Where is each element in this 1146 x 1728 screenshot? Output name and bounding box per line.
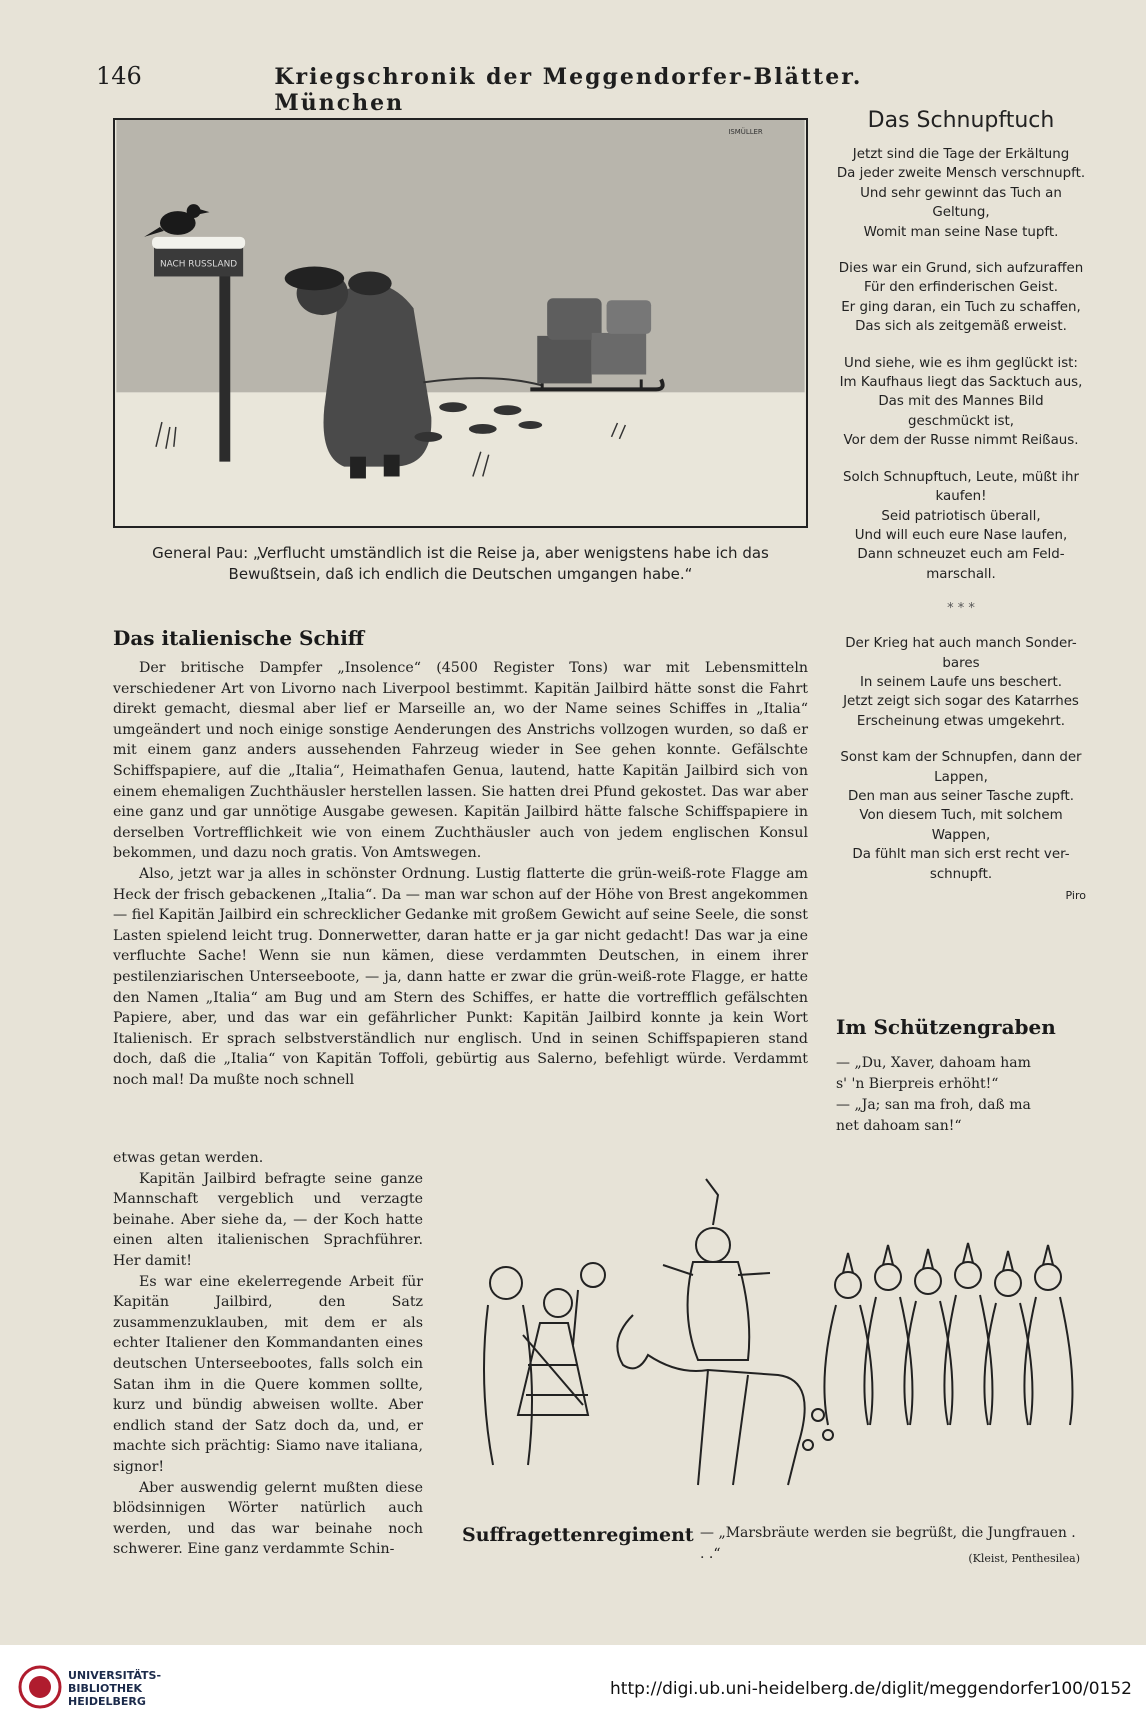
footer-bar	[0, 1645, 1146, 1728]
poem-line: Und sehr gewinnt das Tuch an	[860, 185, 1062, 201]
suffragette-quote	[700, 1523, 1080, 1569]
poem-line: Solch Schnupftuch, Leute, müßt ihr	[842, 469, 1080, 485]
poem-line: Sonst kam der Schnupfen, dann der	[840, 750, 1082, 766]
suffragette-title: Suffragettenregiment	[462, 1524, 694, 1546]
library-name-line: HEIDELBERG	[68, 1695, 146, 1708]
poem-line: Und will euch eure Nase laufen,	[854, 527, 1068, 543]
article-paragraph: etwas getan werden.	[113, 1150, 264, 1166]
poem-line: Erscheinung etwas umgekehrt.	[856, 713, 1066, 729]
poem-stanza	[830, 748, 1092, 884]
poem-line: Jetzt zeigt sich sogar des Katarrhes	[843, 694, 1079, 710]
quote-text: — „Marsbräute werden sie begrüßt, die Jungfrauen . . .“	[700, 1525, 1076, 1562]
poem-line: Für den erfinderischen Geist.	[864, 280, 1058, 296]
poem-line: Lappen,	[934, 769, 988, 785]
article-paragraph: Kapitän Jailbird befragte seine ganze Mannschaft vergeblich und verzagte beinahe. Aber siehe da, — der Koch hatte einen alten italienischen Sprachführer. Her damit!	[113, 1170, 423, 1269]
poem-line: Von diesem Tuch, mit solchem	[859, 808, 1063, 824]
article-paragraph: Der britische Dampfer „Insolence“ (4500 Register Tons) war mit Lebensmitteln verschiedener Art von Livorno nach Liverpool bestimmt. Kapitän Jailbird hätte sonst die Fahrt direkt gemacht, diesmal aber lief er Marseille an, wo der Name seines Schiffes in „Italia“ umgeändert und noch einige sonstige Aenderungen des Anstrichs vollzogen wurden, so daß er mit einem ganz anders aussehenden Fahrzeug wieder in See gehen konnte. Gefälschte Schiffspapiere, auf die „Italia“, Heimathafen Genua, lautend, hatte Kapitän Jailbird sich von einem ehemaligen Zuchthäusler herstellen lassen. Sie hatten drei Pfund gekostet. Das war aber eine ganz und gar unnötige Ausgabe gewesen. Kapitän Jailbird hätte falsche Schiffspapiere in derselben Vortrefflichkeit wie von einem Zuchthäusler auch von jedem englischen Konsul bekommen, und dazu noch gratis. Von Amtswegen.	[113, 660, 808, 862]
source-url-link[interactable]: http://digi.ub.uni-heidelberg.de/diglit/meggendorfer100/0152	[610, 1679, 1132, 1699]
poem-line: bares	[942, 655, 980, 671]
poem-line: Geltung,	[932, 205, 990, 221]
cartoon1-caption: General Pau: „Verflucht umständlich ist die Reise ja, aber wenigstens habe ich das Bewußtsein, daß ich endlich die Deutschen umgangen habe.“	[152, 544, 769, 583]
trench-joke	[836, 1015, 1084, 1137]
trench-line: — „Du, Xaver, dahoam ham	[836, 1055, 1031, 1071]
poem-line: Da fühlt man sich erst recht ver-	[852, 847, 1070, 863]
poem-line: Wappen,	[931, 827, 991, 843]
suffragette-illustration	[448, 1165, 1096, 1505]
poem-line: In seinem Laufe uns beschert.	[859, 674, 1063, 690]
trench-heading: Im Schützengraben	[836, 1015, 1056, 1039]
poem-das-schnupftuch	[830, 108, 1092, 902]
poem-stanza	[830, 259, 1092, 337]
poem-line: Der Krieg hat auch manch Sonder-	[845, 636, 1077, 652]
poem-stanza	[830, 354, 1092, 451]
poem-line: Womit man seine Nase tupft.	[863, 224, 1059, 240]
article-paragraph: Es war eine ekelerregende Arbeit für Kapitän Jailbird, den Satz zusammenzuklauben, mit dem er als echter Italiener den Kommandanten eines deutschen Unterseebootes, falls solch ein Satan ihm in die Quere kommen sollte, kurz und bündig abweisen wollte. Aber endlich stand der Satz doch da, und, er machte sich prächtig: Siamo nave italiana, signor!	[113, 1273, 423, 1475]
poem-line: Vor dem der Russe nimmt Reißaus.	[843, 433, 1079, 449]
poem-line: schnupft.	[929, 866, 993, 882]
poem-line: Da jeder zweite Mensch verschnupft.	[836, 166, 1086, 182]
library-name-line: BIBLIOTHEK	[68, 1682, 143, 1695]
quote-source: (Kleist, Penthesilea)	[968, 1552, 1080, 1565]
poem-line: Dann schneuzet euch am Feld-	[857, 547, 1065, 563]
poem-line: Er ging daran, ein Tuch zu schaffen,	[841, 299, 1081, 315]
trench-line: net dahoam san!“	[836, 1118, 962, 1134]
article-body-top	[113, 658, 808, 1090]
artist-signature: ISMÜLLER	[728, 127, 763, 136]
poem-line: marschall.	[926, 566, 996, 582]
poem-line: Seid patriotisch überall,	[881, 508, 1041, 524]
section-divider: * * *	[947, 601, 975, 617]
poem-author: Piro	[1065, 889, 1086, 902]
suffragette-cartoon	[448, 1165, 1096, 1505]
article-paragraph: Aber auswendig gelernt mußten diese blödsinnigen Wörter natürlich auch werden, und das war beinahe noch schwerer. Eine ganz verdammte Schin-	[113, 1479, 423, 1558]
poem-line: Das sich als zeitgemäß erweist.	[855, 319, 1067, 335]
university-seal-icon	[18, 1665, 62, 1709]
trench-line: — „Ja; san ma froh, daß ma	[836, 1097, 1031, 1113]
poem-stanza	[830, 634, 1092, 731]
running-title: Kriegschronik der Meggendorfer-Blätter. München	[274, 64, 863, 116]
poem-stanza	[830, 145, 1092, 242]
poem-line: Im Kaufhaus liegt das Sacktuch aus,	[839, 375, 1083, 391]
poem-line: Das mit des Mannes Bild	[878, 394, 1044, 410]
article-paragraph: Also, jetzt war ja alles in schönster Ordnung. Lustig flatterte die grün-weiß-rote Flagge am Heck der frisch gebackenen „Italia“. Da — man war schon auf der Höhe von Brest angekommen — fiel Kapitän Jailbird ein schrecklicher Gedanke mit großem Gewicht auf seine Seele, die sonst Lasten spielend leicht trug. Donnerwetter, daran hatte er ja gar nicht gedacht! Das war ja eine verfluchte Sache! Wenn sie nun kämen, diese verdammten Deutschen, in einem ihrer pestilenziarischen Unterseeboote, — ja, dann hatte er zwar die grün-weiß-rote Flagge, er hatte den Namen „Italia“ am Bug und am Stern des Schiffes, er hatte die vortrefflich gefälschten Papiere, aber, und das war ein gefährlicher Punkt: Kapitän Jailbird konnte ja kein Wort Italienisch. Er sprach selbstverständlich nur englisch. Und in seinen Schiffspapieren stand doch, daß die „Italia“ von Kapitän Toffoli, gebürtig aus Salerno, befehligt würde. Verdammt noch mal! Da mußte noch schnell	[113, 865, 808, 1088]
poem-line: kaufen!	[935, 489, 987, 505]
trench-line: s' 'n Bierpreis erhöht!“	[836, 1076, 999, 1092]
poem-title: Das Schnupftuch	[867, 108, 1055, 133]
poem-line: Jetzt sind die Tage der Erkältung	[852, 147, 1070, 162]
general-pau-illustration	[115, 120, 806, 526]
page-number: 146	[96, 62, 142, 90]
page-header	[96, 62, 896, 116]
article-heading: Das italienische Schiff	[113, 626, 365, 650]
library-name	[68, 1669, 161, 1708]
poem-stanza	[830, 468, 1092, 584]
poem-line: Dies war ein Grund, sich aufzuraffen	[838, 261, 1084, 277]
general-pau-cartoon	[113, 118, 808, 528]
article-body-bottom	[113, 1148, 423, 1560]
poem-line: Den man aus seiner Tasche zupft.	[847, 788, 1075, 804]
poem-line: geschmückt ist,	[908, 413, 1014, 429]
signpost-text: NACH RUSSLAND	[159, 259, 238, 270]
library-name-line: UNIVERSITÄTS-	[68, 1669, 162, 1682]
poem-line: Und siehe, wie es ihm geglückt ist:	[844, 355, 1078, 371]
